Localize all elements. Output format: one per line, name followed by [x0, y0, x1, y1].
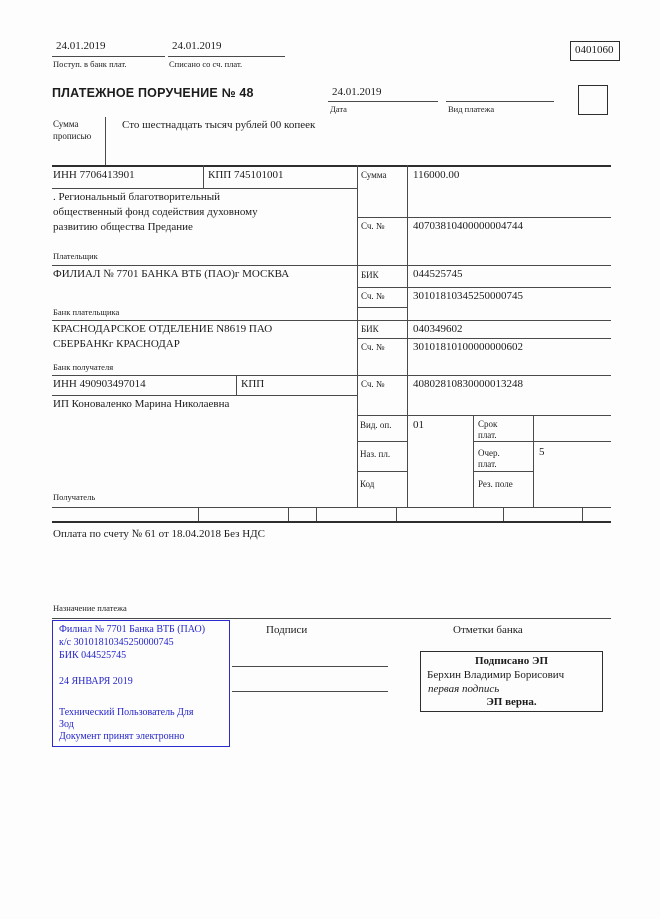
payment-type-label: Вид платежа: [448, 104, 495, 114]
amount-words-label-2: прописью: [53, 131, 92, 141]
op-type-value: 01: [413, 419, 424, 431]
grid-line: [357, 287, 611, 288]
payee-bank-bik-value: 040349602: [413, 323, 463, 335]
debited-date-underline: [168, 56, 285, 57]
code-label: Код: [360, 479, 375, 489]
reserve-field-label: Рез. поле: [478, 479, 513, 489]
grid-line: [52, 507, 611, 508]
received-date-label: Поступ. в банк плат.: [53, 59, 127, 69]
grid-line: [357, 217, 611, 218]
received-date-value: 24.01.2019: [56, 40, 106, 52]
payer-section-label: Плательщик: [53, 251, 98, 261]
signature-line-2: [232, 691, 388, 692]
term-label-line1: Срок: [478, 419, 498, 429]
esignature-kind: первая подпись: [428, 683, 500, 695]
purpose-underline: [52, 618, 611, 619]
grid-line: [396, 507, 397, 521]
payer-bank-account-value: 30101810345250000745: [413, 290, 523, 302]
purpose-code-label: Наз. пл.: [360, 449, 391, 459]
received-date-underline: [52, 56, 165, 57]
esignature-signed-title: Подписано ЭП: [474, 655, 549, 667]
payer-bank-name: ФИЛИАЛ № 7701 БАНКА ВТБ (ПАО)г МОСКВА: [53, 268, 290, 280]
amount-words-label-1: Сумма: [53, 119, 79, 129]
grid-line: [357, 338, 611, 339]
payer-bank-account-label: Сч. №: [361, 291, 385, 301]
grid-line: [203, 165, 204, 188]
payee-bank-section-label: Банк получателя: [53, 362, 114, 372]
payee-account-value: 40802810830000013248: [413, 378, 523, 390]
payer-kpp: КПП 745101001: [208, 169, 284, 181]
document-title: ПЛАТЕЖНОЕ ПОРУЧЕНИЕ № 48: [52, 86, 254, 100]
term-label-line2: плат.: [478, 430, 497, 440]
payer-inn: ИНН 7706413901: [53, 169, 135, 181]
table-top-border: [52, 165, 611, 167]
date-label: Дата: [330, 104, 347, 114]
payee-account-label: Сч. №: [361, 379, 385, 389]
priority-value: 5: [539, 446, 545, 458]
payee-bank-name-line2: СБЕРБАНКг КРАСНОДАР: [53, 338, 180, 350]
payee-name: ИП Коноваленко Марина Николаевна: [53, 398, 230, 410]
grid-line: [198, 507, 199, 521]
grid-line: [473, 471, 533, 472]
payer-name-line2: общественный фонд содействия духовному: [53, 206, 258, 218]
payer-bank-bik-value: 044525745: [413, 268, 463, 280]
grid-line: [52, 320, 611, 321]
payer-name-line1: . Региональный благотворительный: [53, 191, 220, 203]
payee-bank-account-label: Сч. №: [361, 342, 385, 352]
document-date-value: 24.01.2019: [332, 86, 382, 98]
payer-account-value: 40703810400000004744: [413, 220, 523, 232]
bank-stamp-line: БИК 044525745: [59, 650, 127, 661]
bank-marks-title: Отметки банка: [453, 624, 523, 636]
signature-line-1: [232, 666, 388, 667]
grid-line: [582, 507, 583, 521]
grid-line: [357, 471, 407, 472]
payer-bank-bik-label: БИК: [361, 270, 379, 280]
grid-line: [407, 165, 408, 507]
debited-date-value: 24.01.2019: [172, 40, 222, 52]
grid-line: [288, 507, 289, 521]
form-code: 0401060: [575, 44, 614, 56]
grid-line: [52, 188, 357, 189]
payee-bank-account-value: 30101810100000000602: [413, 341, 523, 353]
amount-words-value: Сто шестнадцать тысяч рублей 00 копеек: [122, 119, 316, 131]
grid-line: [357, 441, 407, 442]
form-code-box: [570, 41, 620, 61]
payee-bank-bik-label: БИК: [361, 324, 379, 334]
grid-line: [52, 375, 611, 376]
op-type-label: Вид. оп.: [360, 420, 392, 430]
esignature-valid-note: ЭП верна.: [486, 696, 537, 708]
payee-section-label: Получатель: [53, 492, 96, 502]
grid-line: [105, 117, 106, 165]
grid-line: [357, 415, 611, 416]
payment-type-underline: [446, 101, 554, 102]
bank-stamp-line: Документ принят электронно: [59, 731, 185, 742]
priority-label-line2: плат.: [478, 459, 497, 469]
bank-stamp-line: Зод: [59, 719, 74, 730]
bank-stamp-line: к/с 30101810345250000745: [59, 637, 174, 648]
payer-name-line3: развитию общества Предание: [53, 221, 193, 233]
bank-stamp-line: Филиал № 7701 Банка ВТБ (ПАО): [59, 624, 206, 635]
esignature-stamp-box: [420, 651, 603, 712]
date-underline: [328, 101, 438, 102]
sum-field-label: Сумма: [361, 170, 387, 180]
grid-line: [473, 441, 611, 442]
grid-line: [316, 507, 317, 521]
grid-line: [52, 265, 611, 266]
payment-type-box: [578, 85, 608, 115]
grid-line: [357, 307, 407, 308]
bank-stamp-line: 24 ЯНВАРЯ 2019: [59, 676, 133, 687]
esignature-signer-name: Берхин Владимир Борисович: [427, 669, 565, 681]
table-bottom-border: [52, 521, 611, 523]
debited-date-label: Списано со сч. плат.: [169, 59, 243, 69]
grid-line: [52, 395, 357, 396]
bank-stamp-line: Технический Пользователь Для: [59, 707, 194, 718]
grid-line: [533, 415, 534, 507]
sum-value: 116000.00: [413, 169, 460, 181]
payer-account-label: Сч. №: [361, 221, 385, 231]
bank-stamp-box: [52, 620, 230, 747]
grid-line: [357, 165, 358, 507]
grid-line: [503, 507, 504, 521]
purpose-section-label: Назначение платежа: [53, 603, 127, 613]
priority-label-line1: Очер.: [478, 448, 500, 458]
payer-bank-section-label: Банк плательщика: [53, 307, 120, 317]
signatures-title: Подписи: [266, 624, 308, 636]
payee-inn: ИНН 490903497014: [53, 378, 146, 390]
grid-line: [473, 415, 474, 507]
purpose-text: Оплата по счету № 61 от 18.04.2018 Без НДС: [53, 528, 265, 540]
grid-line: [236, 375, 237, 395]
payee-kpp-label: КПП: [241, 378, 265, 390]
payee-bank-name-line1: КРАСНОДАРСКОЕ ОТДЕЛЕНИЕ N8619 ПАО: [53, 323, 273, 335]
